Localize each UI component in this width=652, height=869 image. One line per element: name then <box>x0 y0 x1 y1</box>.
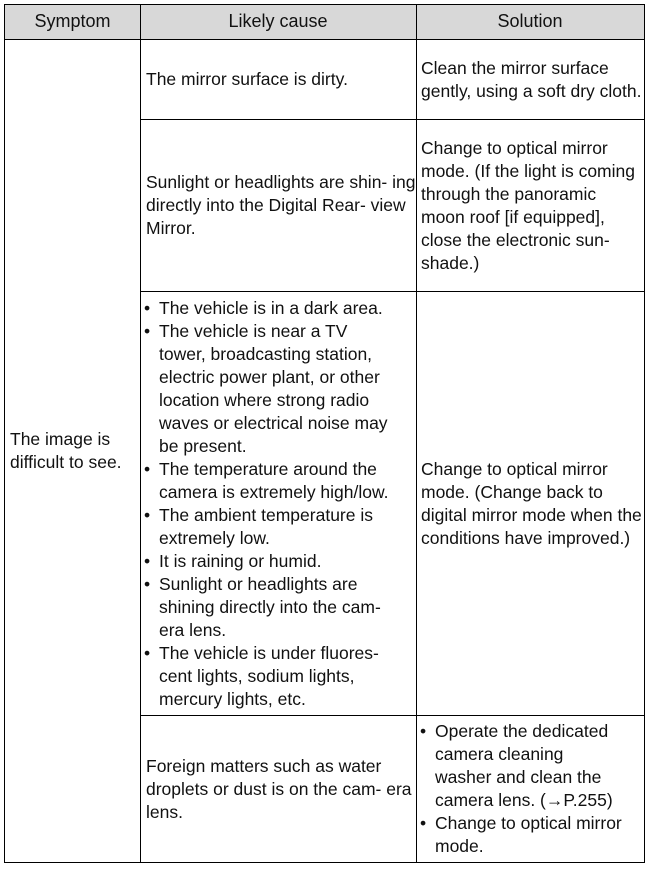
troubleshooting-table <box>4 4 645 863</box>
header-solution: Solution <box>416 5 644 40</box>
header-likely-cause: Likely cause <box>140 5 416 40</box>
list-item: • The vehicle is under fluores- cent lights, sodium lights, mercury lights, etc. <box>142 642 416 711</box>
cause-text: Sunlight or headlights are shin- ing directly into the Digital Rear- view Mirror. <box>146 172 416 238</box>
list-item: • It is raining or humid. <box>142 550 416 573</box>
table-row-4-solution <box>417 716 644 862</box>
solution-text: Clean the mirror surface gently, using a soft dry cloth. <box>421 57 642 101</box>
list-item: • Change to optical mirror mode. <box>418 812 644 858</box>
symptom-text: The image is difficult to see. <box>10 429 122 472</box>
list-item: • Operate the dedicated camera cleaning washer and clean the camera lens. (→P.255) <box>418 720 644 812</box>
cause-text: Foreign matters such as water droplets or dust is on the cam- era lens. <box>146 755 412 822</box>
cause-text: The mirror surface is dirty. <box>146 69 348 89</box>
table-row-1-solution <box>417 40 644 119</box>
list-item: • The vehicle is near a TV tower, broadcasting station, electric power plant, or other location where strong radio waves or electrical noise may be present. <box>142 320 416 458</box>
cause-bullet-list <box>142 297 416 711</box>
solution-text: Change to optical mirror mode. (If the light is coming through the panoramic moon roof [if equipped], close the electronic sun- shade.) <box>421 137 635 273</box>
table-row-4-cause <box>141 716 416 862</box>
table-row-3-cause <box>141 292 416 715</box>
table-row-2-cause <box>141 120 416 291</box>
solution-bullet-list <box>418 720 644 858</box>
header-symptom: Symptom <box>5 5 140 40</box>
table-row-1-cause <box>141 40 416 119</box>
table-row-3-solution <box>417 292 644 715</box>
list-item: • The vehicle is in a dark area. <box>142 297 416 320</box>
table-row-2-solution <box>417 120 644 291</box>
list-item: • Sunlight or headlights are shining directly into the cam- era lens. <box>142 573 416 642</box>
list-item: • The ambient temperature is extremely low. <box>142 504 416 550</box>
symptom-cell <box>5 40 140 862</box>
list-item: • The temperature around the camera is extremely high/low. <box>142 458 416 504</box>
solution-text: Change to optical mirror mode. (Change back to digital mirror mode when the conditions have improved.) <box>421 458 642 548</box>
